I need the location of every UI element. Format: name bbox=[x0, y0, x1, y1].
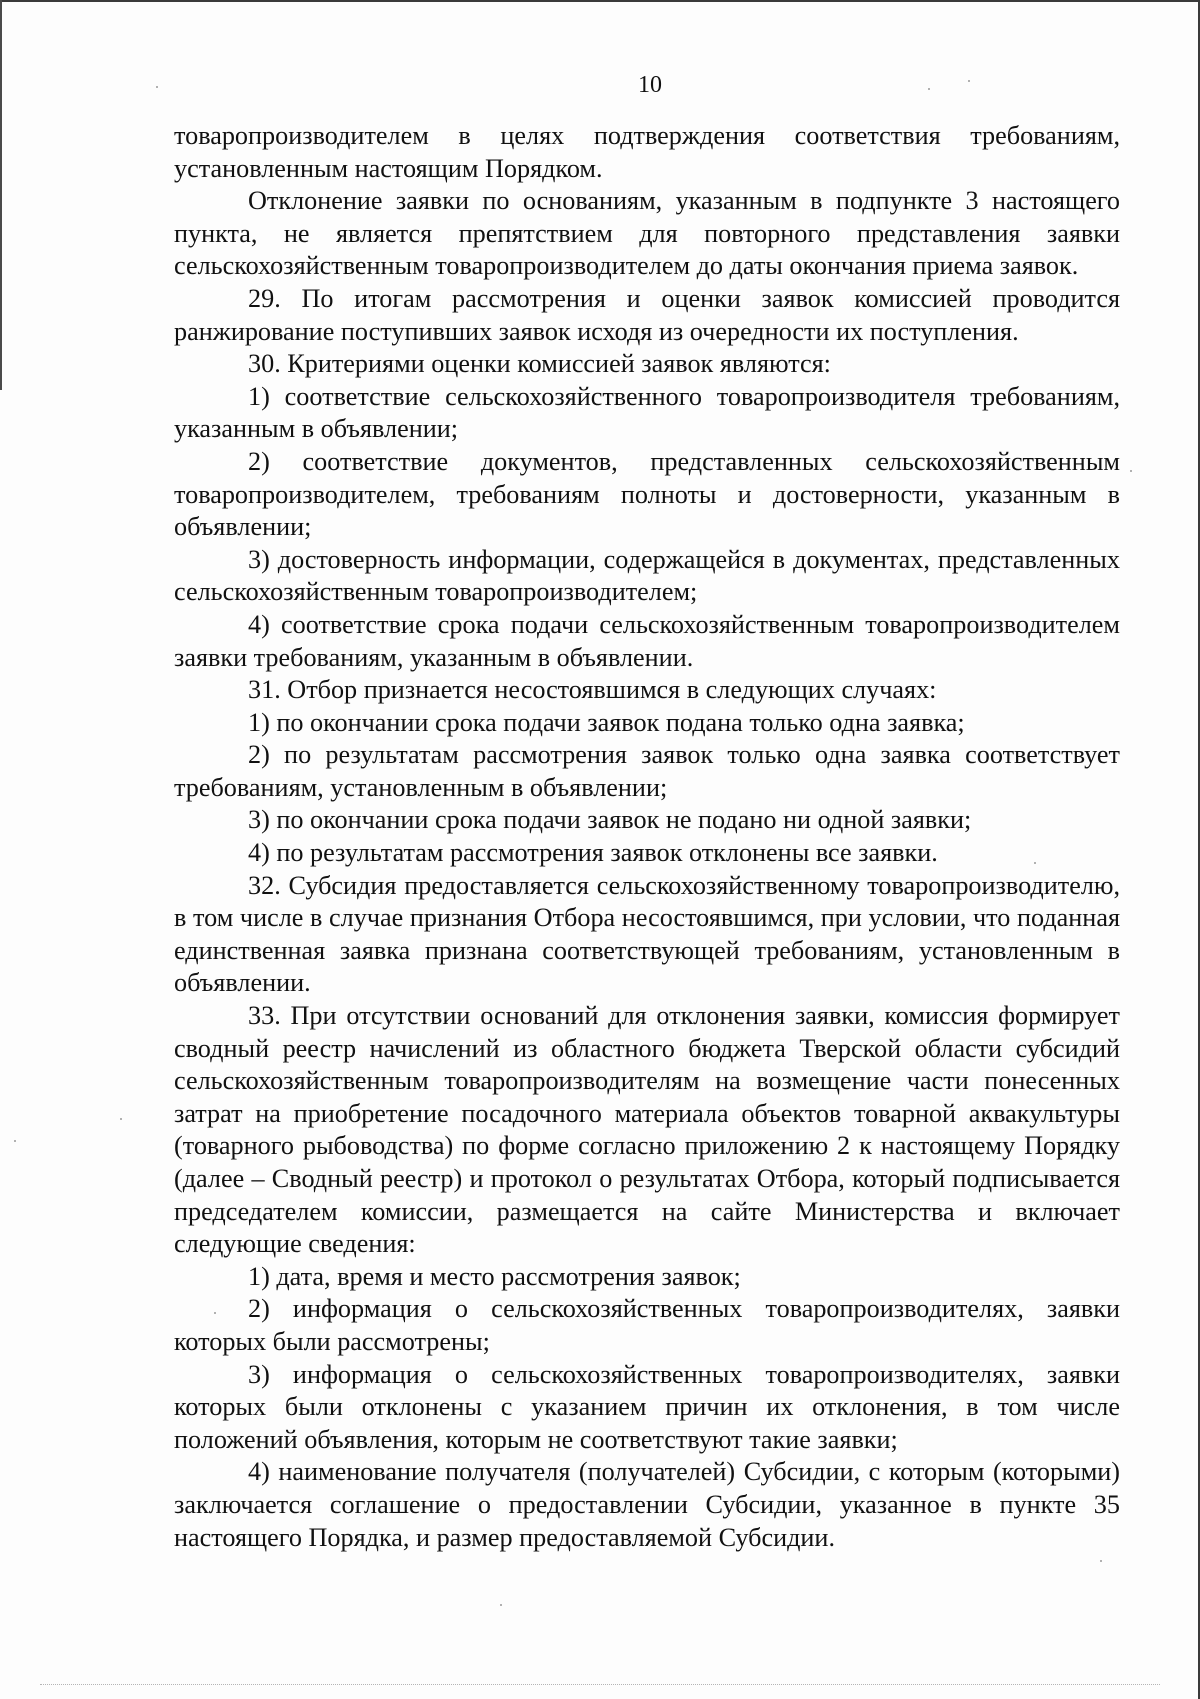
paragraph: 29. По итогам рассмотрения и оценки заявок комиссией проводится ранжирование поступивших заявок исходя из очередности их поступления. bbox=[174, 283, 1120, 346]
page-number: 10 bbox=[638, 72, 662, 98]
scan-edge-left bbox=[0, 0, 2, 390]
paragraph: Отклонение заявки по основаниям, указанным в подпункте 3 настоящего пункта, не является препятствием для повторного представления заявки сельскохозяйственным товаропроизводителем до даты окончания приема заявок. bbox=[174, 186, 1120, 281]
paragraph: 3) достоверность информации, содержащейся в документах, представленных сельскохозяйственным товаропроизводителем; bbox=[174, 544, 1120, 607]
paragraph: 1) соответствие сельскохозяйственного товаропроизводителя требованиям, указанным в объявлении; bbox=[174, 381, 1120, 444]
paragraph: 2) по результатам рассмотрения заявок только одна заявка соответствует требованиям, установленным в объявлении; bbox=[174, 740, 1120, 802]
paragraph: 33. При отсутствии оснований для отклонения заявки, комиссия формирует сводный реестр начислений из областного бюджета Тверской области субсидий сельскохозяйственным товаропроизводителям на возмещение части понесенных затрат на приобретение посадочного материала объектов товарной аквакультуры (товарного рыбоводства) по форме согласно приложению 2 к настоящему Порядку (далее – Сводный реестр) и протокол о результатах Отбора, который подписывается председателем комиссии, размещается на сайте Министерства и включает следующие сведения: bbox=[174, 1001, 1120, 1259]
paragraph: 30. Критериями оценки комиссией заявок являются: bbox=[248, 349, 831, 379]
paragraph: 31. Отбор признается несостоявшимся в следующих случаях: bbox=[248, 675, 937, 705]
document-body bbox=[174, 120, 1120, 1554]
paragraph: 2) соответствие документов, представленных сельскохозяйственным товаропроизводителем, требованиям полноты и достоверности, указанным в объявлении; bbox=[174, 446, 1120, 542]
paragraph: 3) информация о сельскохозяйственных товаропроизводителях, заявки которых были отклонены с указанием причин их отклонения, в том числе положений объявления, которым не соответствуют такие заявки; bbox=[174, 1359, 1120, 1454]
paragraph: 1) дата, время и место рассмотрения заявок; bbox=[248, 1261, 741, 1291]
paragraph: 1) по окончании срока подачи заявок подана только одна заявка; bbox=[248, 707, 965, 737]
scan-speck bbox=[1130, 470, 1132, 472]
scan-speck bbox=[1100, 1560, 1102, 1562]
scan-noise-bottom bbox=[40, 1684, 1160, 1686]
paragraph: 32. Субсидия предоставляется сельскохозяйственному товаропроизводителю, в том числе в случае признания Отбора несостоявшимся, при условии, что поданная единственная заявка признана соответствующей требованиям, установленным в объявлении. bbox=[174, 870, 1120, 998]
paragraph: товаропроизводителем в целях подтверждения соответствия требованиям, установленным настоящим Порядком. bbox=[174, 121, 1120, 183]
paragraph: 4) соответствие срока подачи сельскохозяйственным товаропроизводителем заявки требованиям, указанным в объявлении. bbox=[174, 609, 1120, 672]
paragraph: 2) информация о сельскохозяйственных товаропроизводителях, заявки которых были рассмотрены; bbox=[174, 1294, 1120, 1356]
scan-speck bbox=[500, 1604, 502, 1606]
paragraph: 3) по окончании срока подачи заявок не подано ни одной заявки; bbox=[248, 805, 972, 835]
paragraph: 4) наименование получателя (получателей) Субсидии, с которым (которыми) заключается соглашение о предоставлении Субсидии, указанное в пункте 35 настоящего Порядка, и размер предоставляемой Субсидии. bbox=[174, 1457, 1120, 1552]
scan-speck bbox=[120, 1118, 122, 1120]
paragraph: 4) по результатам рассмотрения заявок отклонены все заявки. bbox=[248, 838, 938, 868]
scan-edge-top bbox=[0, 0, 1200, 2]
scan-speck bbox=[14, 1140, 16, 1142]
